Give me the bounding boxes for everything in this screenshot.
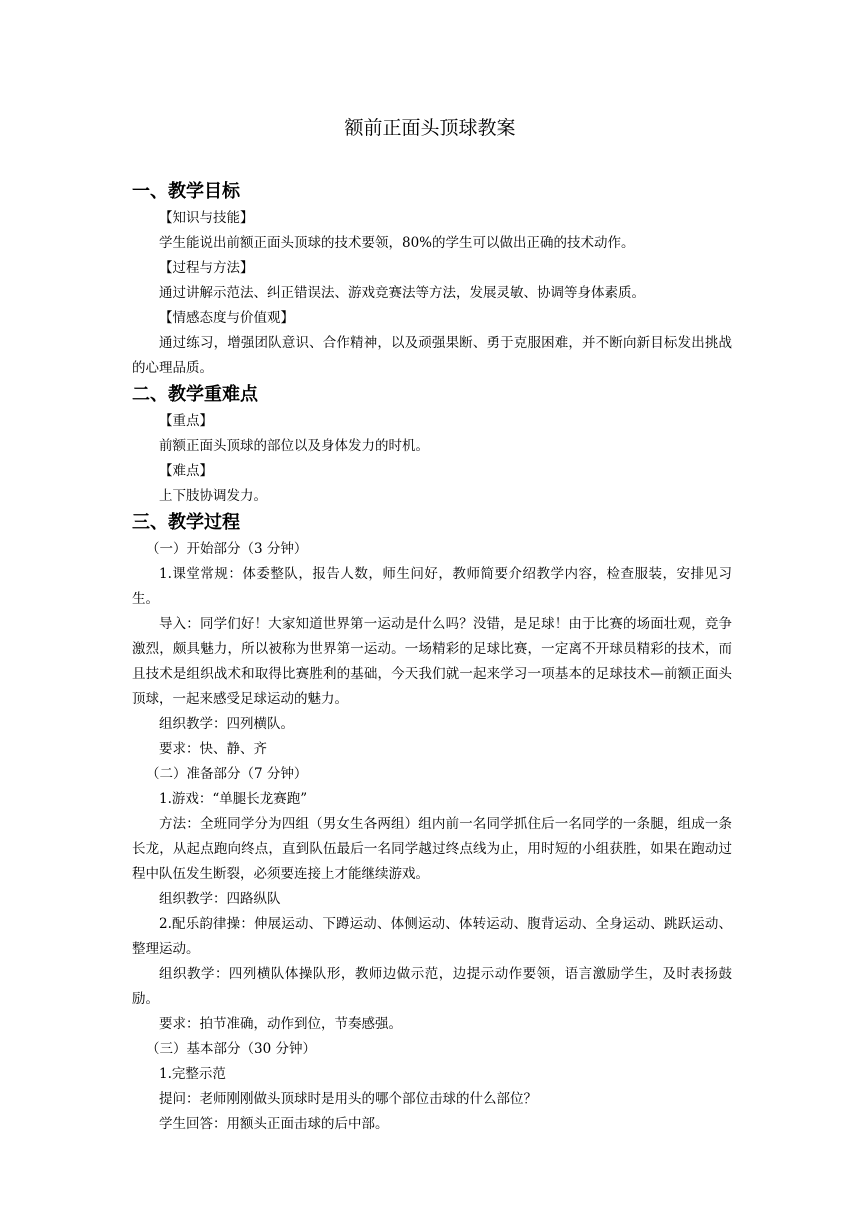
paragraph: 组织教学：四路纵队 [159, 891, 281, 907]
paragraph: 2.配乐韵律操：伸展运动、下蹲运动、体侧运动、体转运动、腹背运动、全身运动、跳跃运动、整理运动。 [132, 916, 732, 957]
subheading-difficult: 【难点】 [159, 463, 213, 479]
subheading-key: 【重点】 [159, 413, 213, 429]
section-heading-objectives: 一、教学目标 [132, 181, 240, 202]
paragraph: 方法：全班同学分为四组（男女生各两组）组内前一名同学抓住后一名同学的一条腿，组成一条长龙，从起点跑向终点，直到队伍最后一名同学越过终点线为止，用时短的小组获胜，如果在跑动过程中队伍发生断裂，必须要连接上才能继续游戏。 [132, 816, 732, 882]
paragraph: 前额正面头顶球的部位以及身体发力的时机。 [159, 438, 429, 454]
paragraph: 上下肢协调发力。 [159, 488, 267, 504]
paragraph: 组织教学：四列横队体操队形，教师边做示范，边提示动作要领，语言激励学生，及时表扬鼓励。 [132, 966, 732, 1007]
paragraph: 学生回答：用额头正面击球的后中部。 [159, 1116, 389, 1132]
section-heading-key-points: 二、教学重难点 [132, 384, 258, 405]
paragraph: 组织教学：四列横队。 [159, 716, 294, 732]
paragraph: 要求：拍节准确，动作到位，节奏感强。 [159, 1016, 402, 1032]
subheading-attitude: 【情感态度与价值观】 [159, 310, 294, 326]
paragraph: 学生能说出前额正面头顶球的技术要领，80%的学生可以做出正确的技术动作。 [159, 235, 635, 251]
paragraph: 要求：快、静、齐 [159, 741, 267, 757]
section-heading-process: 三、教学过程 [132, 512, 240, 533]
part-heading-start: （一）开始部分（3 分钟） [146, 541, 308, 557]
paragraph: 1.游戏：“单腿长龙赛跑” [159, 791, 308, 807]
paragraph: 导入：同学们好！大家知道世界第一运动是什么吗？没错，是足球！由于比赛的场面壮观，竞争激烈，颇具魅力，所以被称为世界第一运动。一场精彩的足球比赛，一定离不开球员精彩的技术，而且技术是组织战术和取得比赛胜利的基础，今天我们就一起来学习一项基本的足球技术—前额正面头顶球，一起来感受足球运动的魅力。 [132, 616, 732, 707]
document-body [132, 178, 732, 1137]
part-heading-warmup: （二）准备部分（7 分钟） [146, 766, 308, 782]
subheading-process: 【过程与方法】 [159, 260, 254, 276]
paragraph: 通过讲解示范法、纠正错误法、游戏竞赛法等方法，发展灵敏、协调等身体素质。 [159, 285, 645, 301]
paragraph: 1.完整示范 [159, 1066, 226, 1082]
paragraph: 通过练习，增强团队意识、合作精神，以及顽强果断、勇于克服困难，并不断向新目标发出挑战的心理品质。 [132, 335, 732, 376]
document-title: 额前正面头顶球教案 [344, 117, 516, 139]
paragraph: 提问：老师刚刚做头顶球时是用头的哪个部位击球的什么部位？ [159, 1091, 537, 1107]
subheading-knowledge: 【知识与技能】 [159, 210, 254, 226]
paragraph: 1.课堂常规：体委整队，报告人数，师生问好，教师简要介绍教学内容，检查服装，安排见习生。 [132, 566, 732, 607]
part-heading-basic: （三）基本部分（30 分钟） [146, 1041, 316, 1057]
